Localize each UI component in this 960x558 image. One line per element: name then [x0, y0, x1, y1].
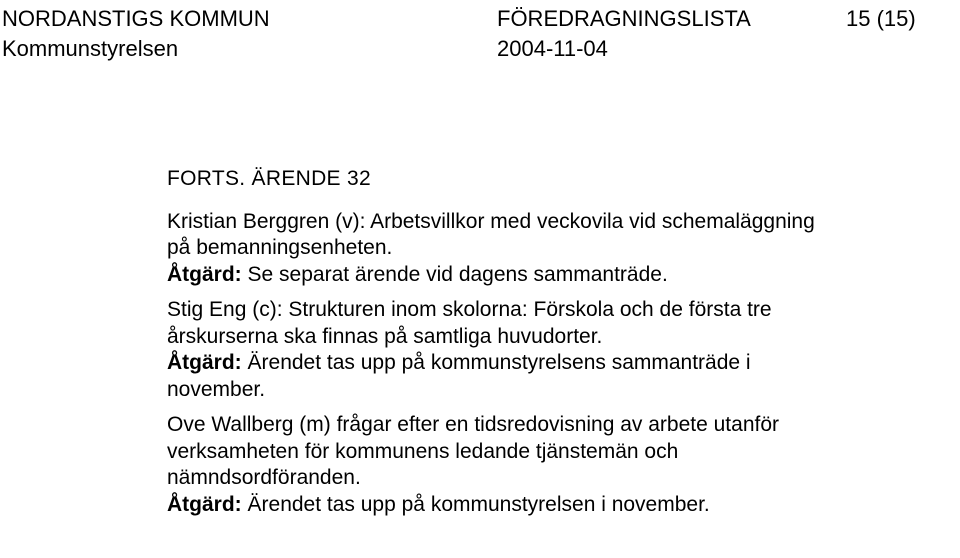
action-text: Se separat ärende vid dagens sammanträde.	[247, 262, 668, 286]
action-line	[167, 492, 947, 519]
organization-name: NORDANSTIGS KOMMUN	[2, 6, 270, 31]
action-note	[167, 262, 947, 289]
action-line	[167, 350, 947, 377]
agenda-item-text	[167, 412, 947, 492]
action-label: Åtgärd:	[167, 262, 242, 286]
text-line: nämndsordföranden.	[167, 466, 361, 489]
section-title: FORTS. ÄRENDE 32	[167, 167, 371, 190]
agenda-item-text	[167, 297, 947, 350]
agenda-item-text	[167, 209, 947, 262]
text-line: verksamheten för kommunens ledande tjänstemän och	[167, 439, 679, 463]
document-body	[167, 166, 947, 527]
text-line: Stig Eng (c): Strukturen inom skolorna: Förskola och de första tre	[167, 298, 772, 321]
document-type: FÖREDRAGNINGSLISTA	[497, 6, 751, 31]
text-line: Ove Wallberg (m) frågar efter en tidsredovisning av arbete utanför	[167, 413, 780, 436]
action-line	[167, 262, 947, 289]
action-label: Åtgärd:	[167, 492, 242, 516]
action-note	[167, 350, 947, 403]
action-line: november.	[167, 377, 266, 401]
page-number: 15 (15)	[846, 6, 916, 31]
action-text: Ärendet tas upp på kommunstyrelsens sammanträde i	[247, 351, 751, 374]
committee-name: Kommunstyrelsen	[2, 36, 179, 61]
text-line: på bemanningsenheten.	[167, 236, 393, 259]
text-line: Kristian Berggren (v): Arbetsvillkor med veckovila vid schemaläggning	[167, 209, 815, 233]
action-text: Ärendet tas upp på kommunstyrelsen i november.	[247, 492, 710, 516]
text-line: årskurserna ska finnas på samtliga huvudorter.	[167, 324, 603, 348]
meeting-date: 2004-11-04	[497, 36, 608, 61]
action-note	[167, 492, 947, 519]
action-label: Åtgärd:	[167, 351, 242, 374]
